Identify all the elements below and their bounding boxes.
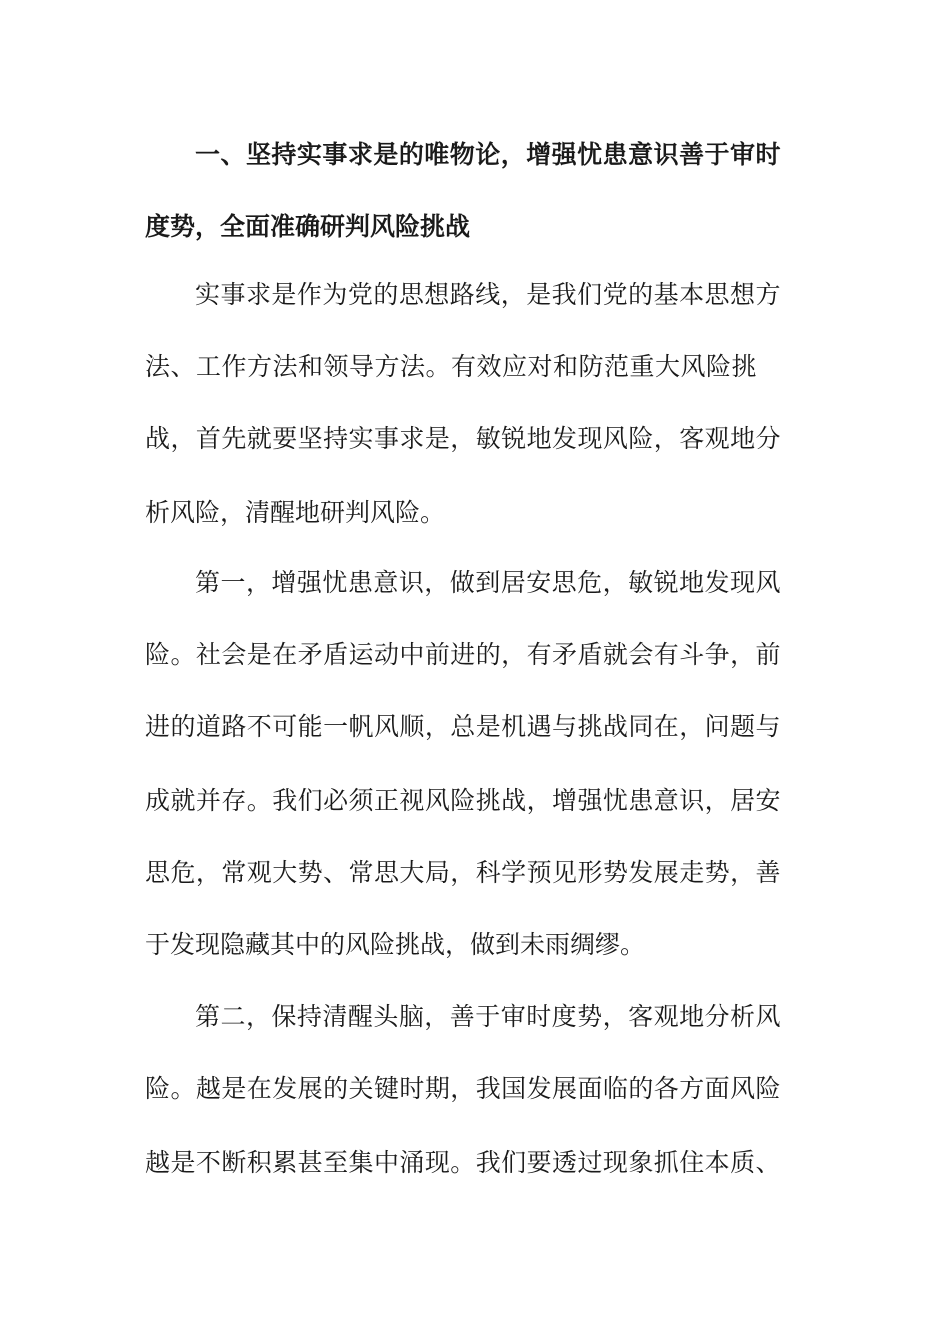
paragraph-2-line-6: 于发现隐藏其中的风险挑战，做到未雨绸缪。 — [145, 930, 646, 959]
paragraph-1-line-1: 实事求是作为党的思想路线，是我们党的基本思想方 — [195, 280, 781, 309]
paragraph-1-line-4: 析风险，清醒地研判风险。 — [145, 498, 446, 527]
paragraph-3-line-1: 第二，保持清醒头脑，善于审时度势，客观地分析风 — [195, 1002, 781, 1031]
paragraph-1-line-3: 战，首先就要坚持实事求是，敏锐地发现风险，客观地分 — [145, 424, 781, 453]
section-heading-line-2: 度势，全面准确研判风险挑战 — [145, 212, 471, 241]
paragraph-1-line-2: 法、工作方法和领导方法。有效应对和防范重大风险挑 — [145, 352, 757, 381]
paragraph-3-line-2: 险。越是在发展的关键时期，我国发展面临的各方面风险 — [145, 1074, 781, 1103]
paragraph-2-line-4: 成就并存。我们必须正视风险挑战，增强忧患意识，居安 — [145, 786, 781, 815]
paragraph-3-line-3: 越是不断积累甚至集中涌现。我们要透过现象抓住本质、 — [145, 1148, 781, 1177]
section-heading-line-1: 一、坚持实事求是的唯物论，增强忧患意识善于审时 — [195, 140, 781, 169]
paragraph-2-line-3: 进的道路不可能一帆风顺，总是机遇与挑战同在，问题与 — [145, 712, 781, 741]
paragraph-2-line-2: 险。社会是在矛盾运动中前进的，有矛盾就会有斗争，前 — [145, 640, 781, 669]
paragraph-2-line-1: 第一，增强忧患意识，做到居安思危，敏锐地发现风 — [195, 568, 781, 597]
paragraph-2-line-5: 思危，常观大势、常思大局，科学预见形势发展走势，善 — [145, 858, 781, 887]
